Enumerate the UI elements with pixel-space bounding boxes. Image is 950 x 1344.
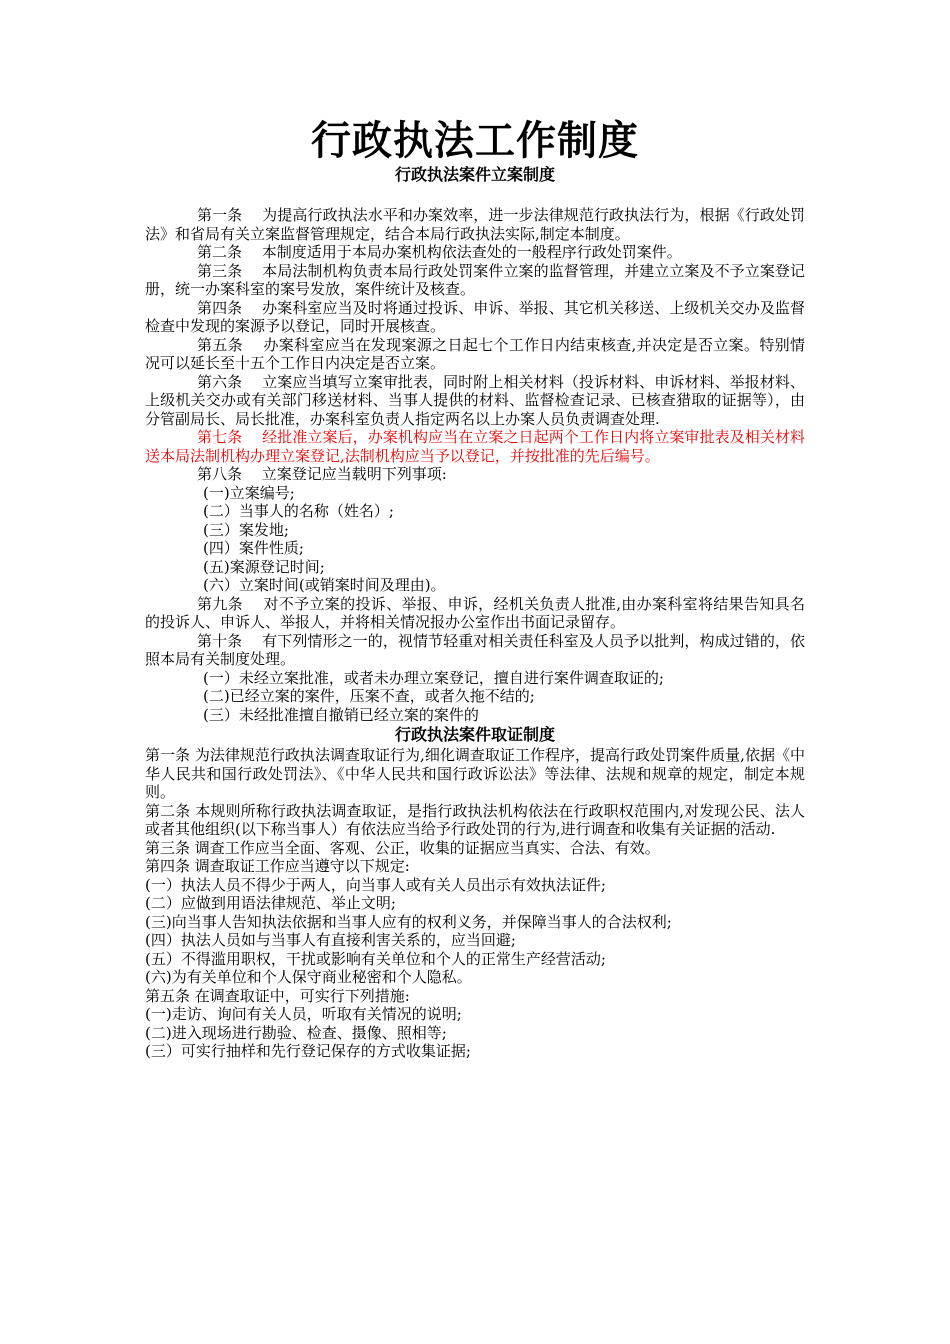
article-5: 第五条 办案科室应当在发现案源之日起七个工作日内结束核查,并决定是否立案。特别情况可以延长至十五个工作日内决定是否立案。: [145, 335, 805, 372]
section-title-filing: 行政执法案件立案制度: [394, 165, 555, 184]
evidence-line: 第四条 调查取证工作应当遵守以下规定:: [145, 857, 410, 875]
article-7-highlighted: 第七条 经批准立案后，办案机构应当在立案之日起两个工作日内将立案审批表及相关材料送本局法制机构办理立案登记,法制机构应当予以登记，并按批准的先后编号。: [145, 428, 805, 465]
article-10-item: (三）未经批准擅自撤销已经立案的案件的: [203, 705, 479, 724]
article-8-item: (四）案件性质;: [203, 539, 304, 557]
evidence-line: 第二条 本规则所称行政执法调查取证，是指行政执法机构依法在行政职权范围内,对发现公民、法人或者其他组织(以下称当事人）有依法应当给予行政处罚的行为,进行调查和收集有关证据的活动.: [145, 801, 805, 838]
article-8-item: (二）当事人的名称（姓名）;: [203, 502, 394, 520]
evidence-line: (六)为有关单位和个人保守商业秘密和个人隐私。: [145, 968, 472, 986]
article-3: 第三条 本局法制机构负责本局行政处罚案件立案的监督管理，并建立立案及不予立案登记册，统一办案科室的案号发放，案件统计及核查。: [145, 261, 805, 298]
article-1: 第一条 为提高行政执法水平和办案效率，进一步法律规范行政执法行为，根据《行政处罚法》和省局有关立案监督管理规定，结合本局行政执法实际,制定本制度。: [145, 206, 805, 243]
article-8-item: (六）立案时间(或销案时间及理由)。: [203, 576, 446, 594]
article-8-item: (一)立案编号;: [203, 483, 295, 502]
evidence-line: (四）执法人员如与当事人有直接利害关系的，应当回避;: [145, 931, 516, 949]
evidence-line: (五）不得滥用职权，干扰或影响有关单位和个人的正常生产经营活动;: [145, 949, 606, 968]
evidence-line: (一)走访、询问有关人员，听取有关情况的说明;: [145, 1005, 462, 1023]
evidence-line: (二)进入现场进行勘验、检查、摄像、照相等;: [145, 1023, 447, 1042]
article-10-item: (一）未经立案批准，或者未办理立案登记，擅自进行案件调查取证的;: [203, 668, 664, 687]
article-4: 第四条 办案科室应当及时将通过投诉、申诉、举报、其它机关移送、上级机关交办及监督检查中发现的案源予以登记，同时开展核查。: [145, 298, 805, 335]
evidence-line: (三）可实行抽样和先行登记保存的方式收集证据;: [145, 1042, 471, 1060]
evidence-line: 第五条 在调查取证中，可实行下列措施:: [145, 986, 410, 1005]
article-9: 第九条 对不予立案的投诉、举报、申诉，经机关负责人批准,由办案科室将结果告知具名的投诉人、申诉人、举报人，并将相关情况报办公室作出书面记录留存。: [145, 594, 805, 631]
article-8-item: (三）案发地;: [203, 520, 289, 539]
evidence-line: (三)向当事人告知执法依据和当事人应有的权利义务，并保障当事人的合法权利;: [145, 912, 672, 931]
article-8: 第八条 立案登记应当载明下列事项:: [197, 465, 447, 483]
evidence-line: (一）执法人员不得少于两人，向当事人或有关人员出示有效执法证件;: [145, 875, 606, 894]
article-10-item: (二)已经立案的案件，压案不查，或者久拖不结的;: [203, 687, 535, 705]
evidence-line: 第三条 调查工作应当全面、客观、公正，收集的证据应当真实、合法、有效。: [145, 838, 660, 857]
section-filing-body: [145, 206, 805, 724]
article-6: 第六条 立案应当填写立案审批表，同时附上相关材料（投诉材料、申诉材料、举报材料、上级机关交办或有关部门移送材料、当事人提供的材料、监督检查记录、已核查猎取的证据等），由分管副局长、局长批准，办案科室负责人指定两名以上办案人员负责调查处理.: [145, 372, 805, 428]
article-2: 第二条 本制度适用于本局办案机构依法查处的一般程序行政处罚案件。: [197, 243, 682, 261]
section-title-evidence: 行政执法案件取证制度: [394, 725, 555, 744]
evidence-line: 第一条 为法律规范行政执法调查取证行为,细化调查取证工作程序，提高行政处罚案件质量,依据《中华人民共和国行政处罚法》、《中华人民共和国行政诉讼法》等法律、法规和规章的规定，制定本规则。: [145, 746, 805, 801]
article-10: 第十条 有下列情形之一的，视情节轻重对相关责任科室及人员予以批判，构成过错的，依照本局有关制度处理。: [145, 631, 805, 668]
evidence-line: (二）应做到用语法律规范、举止文明;: [145, 894, 396, 912]
section-evidence-body: [145, 746, 805, 1061]
document-title: 行政执法工作制度: [311, 118, 639, 164]
article-8-item: (五)案源登记时间;: [203, 557, 325, 576]
